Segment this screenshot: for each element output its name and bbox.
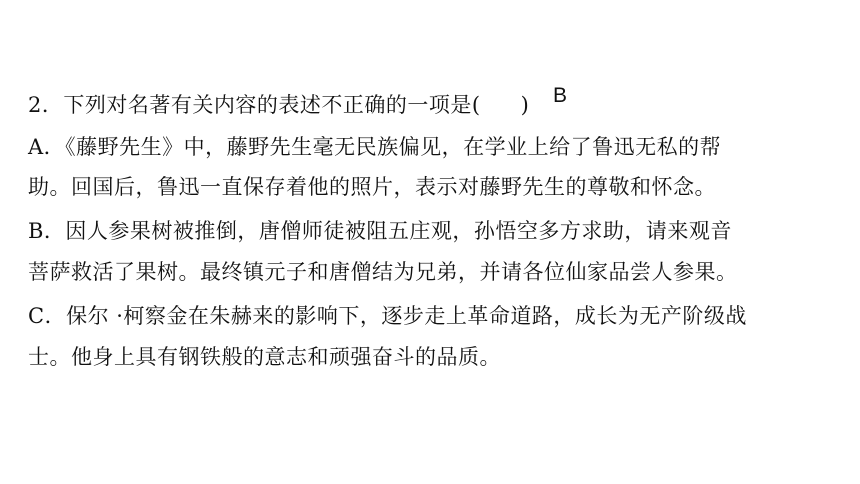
- option-c-line-1: C．保尔 ·柯察金在朱赫来的影响下，逐步走上革命道路，成长为无产阶级战: [28, 304, 747, 328]
- question-stem-text: 2．下列对名著有关内容的表述不正确的一项是(: [28, 93, 481, 117]
- option-c-line-2: 士。他身上具有钢铁般的意志和顽强奋斗的品质。: [28, 345, 501, 369]
- option-b-line-1: B．因人参果树被推倒，唐僧师徒被阻五庄观，孙悟空多方求助，请来观音: [28, 219, 732, 243]
- answer-mark: B: [553, 84, 568, 107]
- question-stem-close: ): [520, 93, 530, 117]
- question-stem: [28, 90, 529, 120]
- option-b-line-2: 菩萨救活了果树。最终镇元子和唐僧结为兄弟，并请各位仙家品尝人参果。: [28, 260, 738, 284]
- option-a-line-2: 助。回国后，鲁迅一直保存着他的照片，表示对藤野先生的尊敬和怀念。: [28, 175, 716, 199]
- option-a-line-1: A．《藤野先生》中，藤野先生毫无民族偏见，在学业上给了鲁迅无私的帮: [28, 135, 722, 159]
